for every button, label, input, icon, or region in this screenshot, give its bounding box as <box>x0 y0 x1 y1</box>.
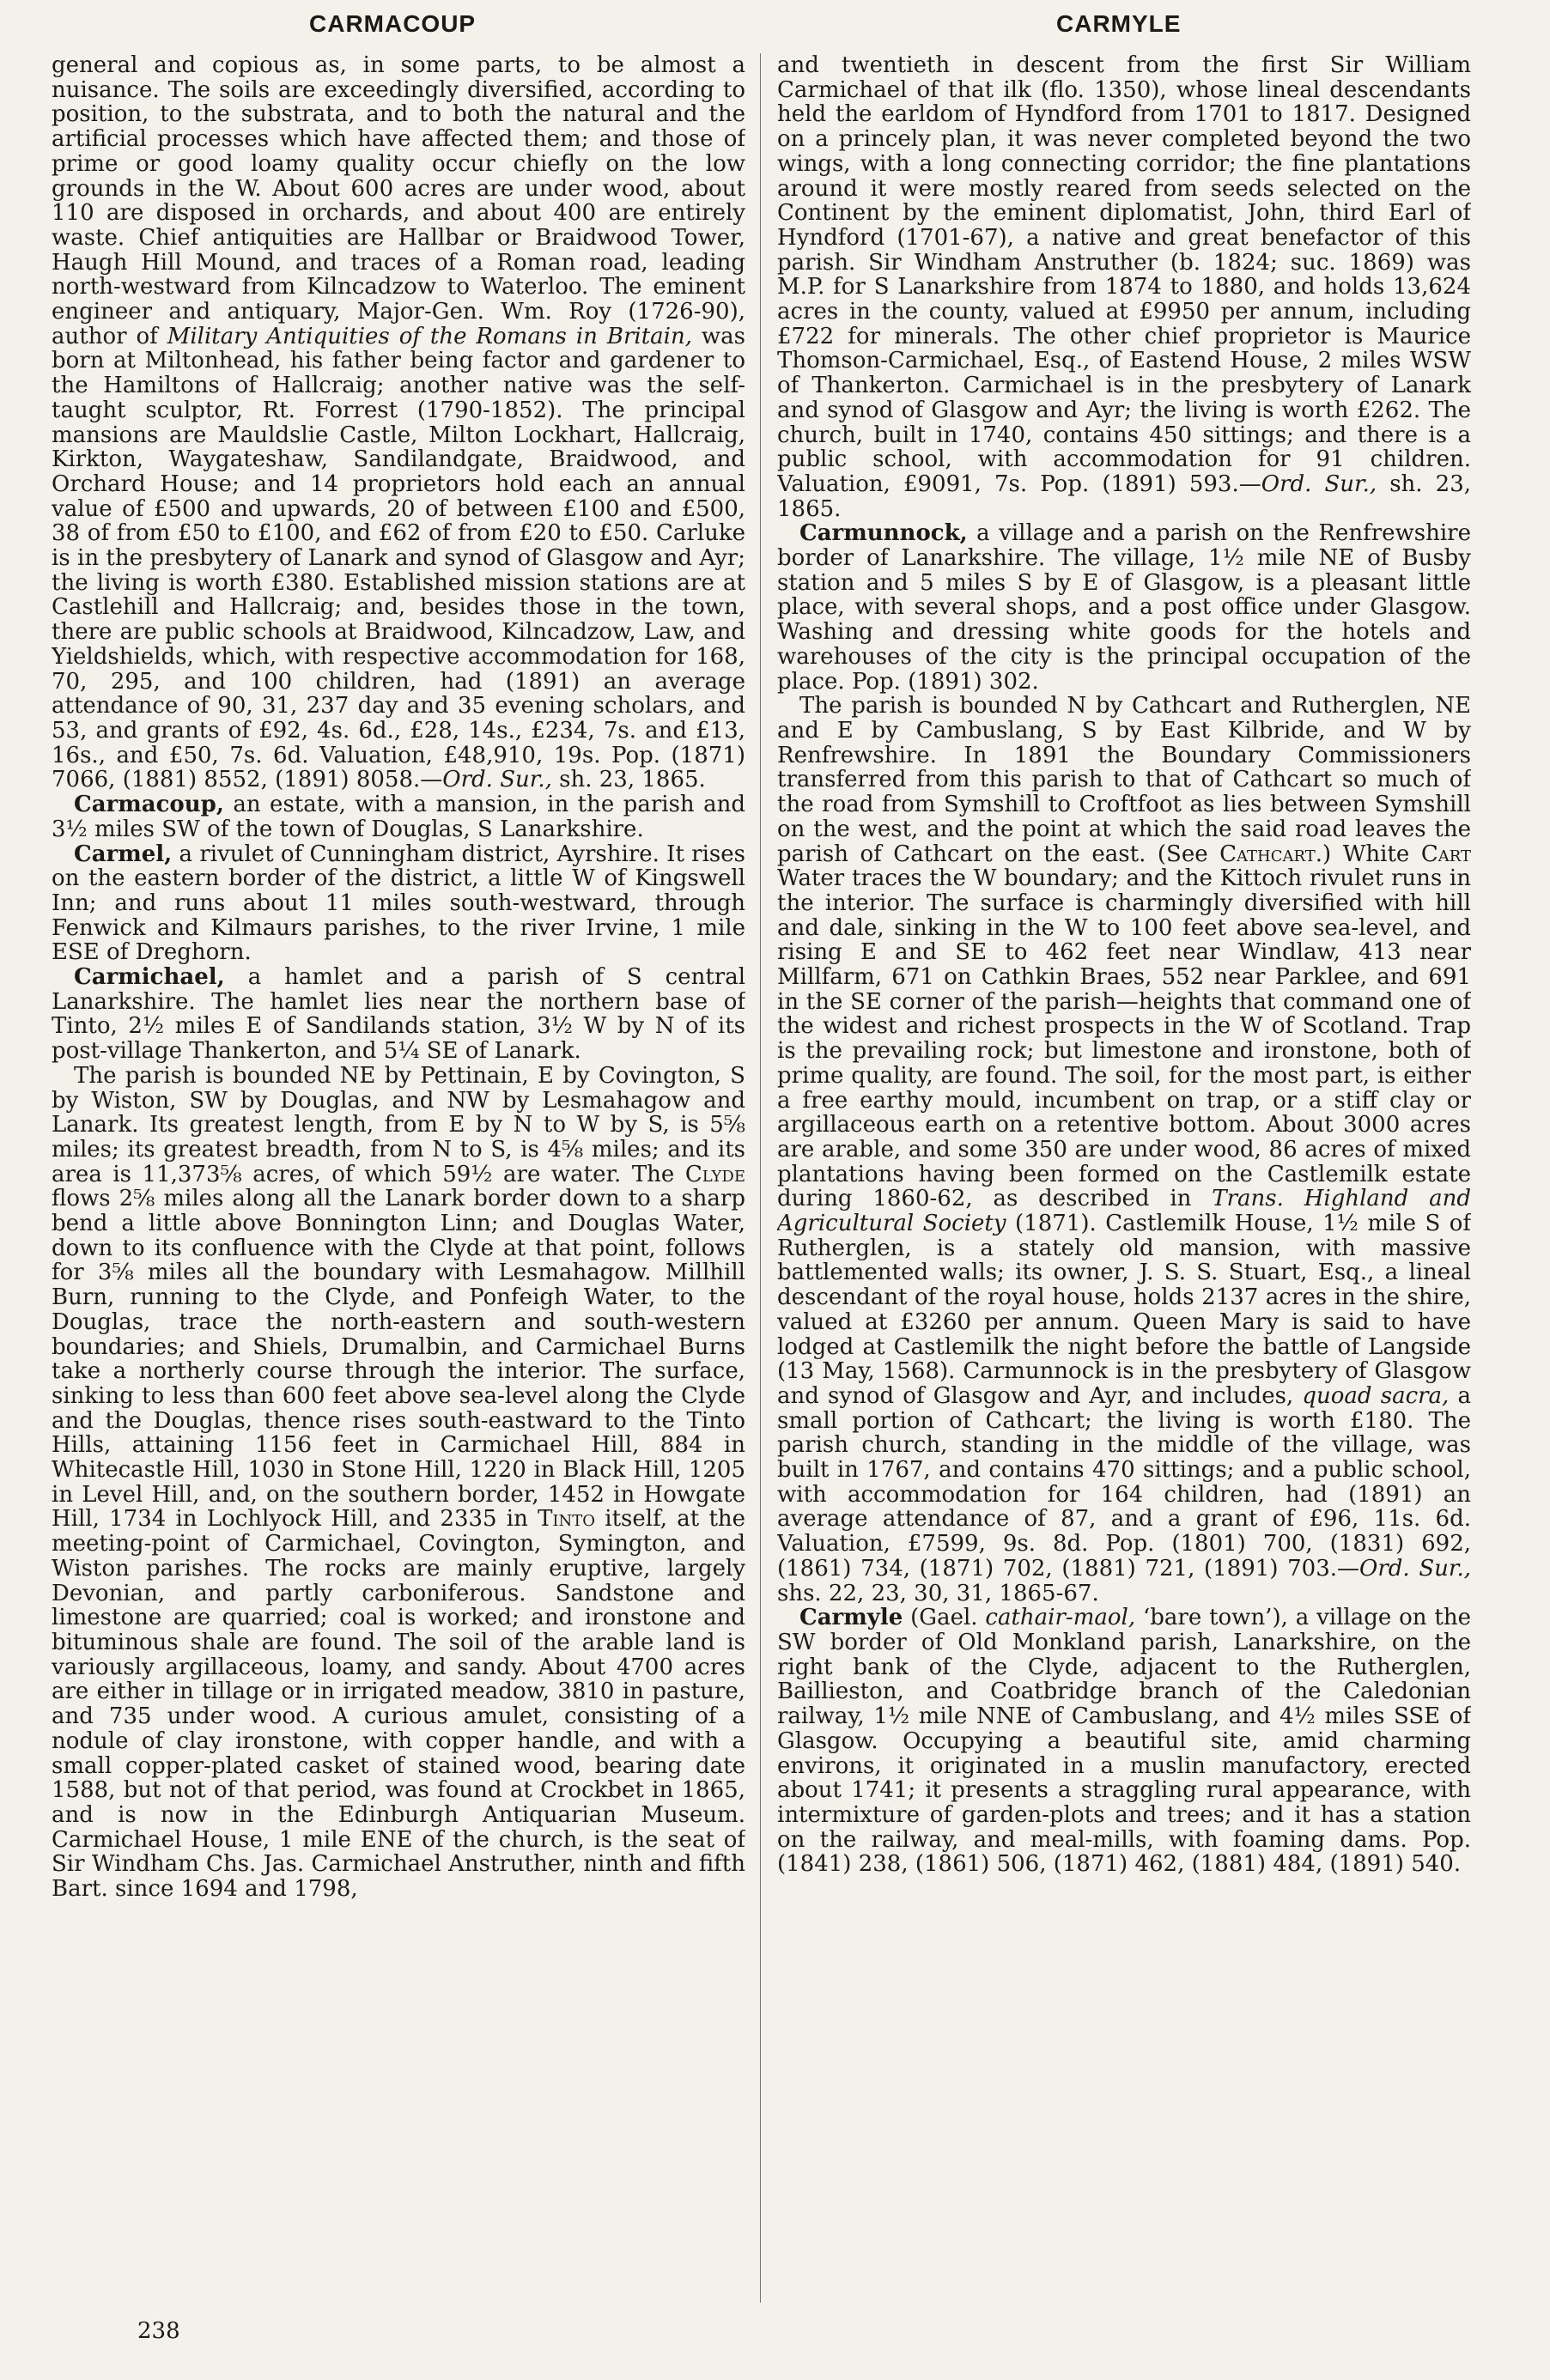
entry-term: Carmunnock, <box>799 520 968 547</box>
entry-term: Carmacoup, <box>74 792 224 818</box>
entry-carmichael: Carmichael, a hamlet and a parish of S central Lanarkshire. The hamlet lies near the northern base of Tinto, 2½ miles E of Sandilands station, 3½ W by N of its post-village Thankerton, and 5¼ SE of Lanark. <box>52 964 745 1065</box>
entry-carmacoup: Carmacoup, an estate, with a mansion, in the parish and 3½ miles SW of the town of Douglas, S Lanarkshire. <box>52 792 745 842</box>
entry-carmyle: Carmyle (Gael. cathair-maol, ‘bare town’), a village on the SW border of Old Monkland parish, Lanarkshire, on the right bank of the Clyde, adjacent to the Rutherglen, Baillieston, and Coatbridge branch of the Caledonian railway, 1½ mile NNE of Cambuslang, and 4½ miles SSE of Glasgow. Occupying a beautiful site, amid charming environs, it originated in a muslin manufactory, erected about 1741; it presents a straggling rural appearance, with intermixture of garden-plots and trees; and it has a station on the railway, and meal-mills, with foaming dams. Pop. (1841) 238, (1861) 506, (1871) 462, (1881) 484, (1891) 540. <box>777 1605 1471 1878</box>
column-divider <box>760 53 761 2303</box>
right-column <box>777 53 1471 2320</box>
paragraph-carmichael-continued: and twentieth in descent from the first Sir William Carmichael of that ilk (flo. 1350), whose lineal descendants held the earldom of Hyndford from 1701 to 1817. Designed on a princely plan, it was never completed beyond the two wings, with a long connecting corridor; the fine plantations around it were mostly reared from seeds selected on the Continent by the eminent diplomatist, John, third Earl of Hyndford (1701-67), a native and great benefactor of this parish. Sir Windham Anstruther (b. 1824; suc. 1869) was M.P. for S Lanarkshire from 1874 to 1880, and holds 13,624 acres in the county, valued at £9950 per annum, including £722 for minerals. The other chief proprietor is Maurice Thomson-Carmichael, Esq., of Eastend House, 2 miles WSW of Thankerton. Carmichael is in the presbytery of Lanark and synod of Glasgow and Ayr; the living is worth £262. The church, built in 1740, contains 450 sittings; and there is a public school, with accommodation for 91 children. Valuation, £9091, 7s. Pop. (1891) 593.—Ord. Sur., sh. 23, 1865. <box>777 53 1471 522</box>
paragraph-carmichael-parish: The parish is bounded NE by Pettinain, E by Covington, S by Wiston, SW by Douglas, and NW by Lesmahagow and Lanark. Its greatest length, from E by N to W by S, is 5⅝ miles; its greatest breadth, from N to S, is 4⅝ miles; and its area is 11,373⅝ acres, of which 59½ are water. The Clyde flows 2⅝ miles along all the Lanark border down to a sharp bend a little above Bonnington Linn; and Douglas Water, down to its confluence with the Clyde at that point, follows for 3⅝ miles all the boundary with Lesmahagow. Millhill Burn, running to the Clyde, and Ponfeigh Water, to the Douglas, trace the north-eastern and south-western boundaries; and Shiels, Drumalbin, and Carmichael Burns take a northerly course through the interior. The surface, sinking to less than 600 feet above sea-level along the Clyde and the Douglas, thence rises south-eastward to the Tinto Hills, attaining 1156 feet in Carmichael Hill, 884 in Whitecastle Hill, 1030 in Stone Hill, 1220 in Black Hill, 1205 in Level Hill, and, on the southern border, 1452 in Howgate Hill, 1734 in Lochlyock Hill, and 2335 in Tinto itself, at the meeting-point of Carmichael, Covington, Symington, and Wiston parishes. The rocks are mainly eruptive, largely Devonian, and partly carboniferous. Sandstone and limestone are quarried; coal is worked; and ironstone and bituminous shale are found. The soil of the arable land is variously argillaceous, loamy, and sandy. About 4700 acres are either in tillage or in irrigated meadow, 3810 in pasture, and 735 under wood. A curious amulet, consisting of a nodule of clay ironstone, with copper handle, and with a small copper-plated casket of stained wood, bearing date 1588, but not of that period, was found at Crockbet in 1865, and is now in the Edinburgh Antiquarian Museum. Carmichael House, 1 mile ENE of the church, is the seat of Sir Windham Chs. Jas. Carmichael Anstruther, ninth and fifth Bart. since 1694 and 1798, <box>52 1062 745 1903</box>
left-column <box>52 53 745 2320</box>
entry-term: Carmel, <box>74 841 173 867</box>
entry-carmunnock: Carmunnock, a village and a parish on the Renfrewshire border of Lanarkshire. The village, 1½ mile NE of Busby station and 5 miles S by E of Glasgow, is a pleasant little place, with several shops, and a post office under Glasgow. Washing and dressing white goods for the hotels and warehouses of the city is the principal occupation of the place. Pop. (1891) 302. <box>777 520 1471 695</box>
paragraph-carmunnock-parish: The parish is bounded N by Cathcart and Rutherglen, NE and E by Cambuslang, S by East Kilbride, and W by Renfrewshire. In 1891 the Boundary Commissioners transferred from this parish to that of Cathcart so much of the road from Symshill to Croftfoot as lies between Symshill on the west, and the point at which the said road leaves the parish of Cathcart on the east. (See Cathcart.) White Cart Water traces the W boundary; and the Kittoch rivulet runs in the interior. The surface is charmingly diversified with hill and dale, sinking in the W to 100 feet above sea-level, and rising E and SE to 462 feet near Windlaw, 413 near Millfarm, 671 on Cathkin Braes, 552 near Parklee, and 691 in the SE corner of the parish—heights that command one of the widest and richest prospects in the W of Scotland. Trap is the prevailing rock; but limestone and ironstone, both of prime quality, are found. The soil, for the most part, is either a free earthy mould, incumbent on trap, or a stiff clay or argillaceous earth on a retentive bottom. About 3000 acres are arable, and some 350 are under wood, 86 acres of mixed plantations having been formed on the Castlemilk estate during 1860-62, as described in Trans. Highland and Agricultural Society (1871). Castlemilk House, 1½ mile S of Rutherglen, is a stately old mansion, with massive battlemented walls; its owner, J. S. S. Stuart, Esq., a lineal descendant of the royal house, holds 2137 acres in the shire, valued at £3260 per annum. Queen Mary is said to have lodged at Castlemilk the night before the battle of Langside (13 May, 1568). Carmunnock is in the presbytery of Glasgow and synod of Glasgow and Ayr, and includes, quoad sacra, a small portion of Cathcart; the living is worth £180. The parish church, standing in the middle of the village, was built in 1767, and contains 470 sittings; and a public school, with accommodation for 164 children, had (1891) an average attendance of 87, and a grant of £96, 11s. 6d. Valuation, £7599, 9s. 8d. Pop. (1801) 700, (1831) 692, (1861) 734, (1871) 702, (1881) 721, (1891) 703.—Ord. Sur., shs. 22, 23, 30, 31, 1865-67. <box>777 693 1471 1606</box>
header-right-title: CARMYLE <box>1056 10 1182 37</box>
header-left-title: CARMACOUP <box>309 10 477 37</box>
page-number: 238 <box>137 2318 180 2344</box>
paragraph-carluke-continued: general and copious as, in some parts, to be almost a nuisance. The soils are exceedingly diversified, according to position, to the substrata, and to both the natural and the artificial processes which have affected them; and those of prime or good loamy quality occur chiefly on the low grounds in the W. About 600 acres are under wood, about 110 are disposed in orchards, and about 400 are entirely waste. Chief antiquities are Hallbar or Braidwood Tower, Haugh Hill Mound, and traces of a Roman road, leading north-westward from Kilncadzow to Waterloo. The eminent engineer and antiquary, Major-Gen. Wm. Roy (1726-90), author of Military Antiquities of the Romans in Britain, was born at Miltonhead, his father being factor and gardener to the Hamiltons of Hallcraig; another native was the self-taught sculptor, Rt. Forrest (1790-1852). The principal mansions are Mauldslie Castle, Milton Lockhart, Hallcraig, Kirkton, Waygateshaw, Sandilandgate, Braidwood, and Orchard House; and 14 proprietors hold each an annual value of £500 and upwards, 20 of between £100 and £500, 38 of from £50 to £100, and £62 of from £20 to £50. Carluke is in the presbytery of Lanark and synod of Glasgow and Ayr; the living is worth £380. Established mission stations are at Castlehill and Hallcraig; and, besides those in the town, there are public schools at Braidwood, Kilncadzow, Law, and Yieldshields, which, with respective accommodation for 168, 70, 295, and 100 children, had (1891) an average attendance of 90, 31, 237 day and 35 evening scholars, and 53, and grants of £92, 4s. 6d., £28, 14s., £234, 7s. and £13, 16s., and £50, 7s. 6d. Valuation, £48,910, 19s. Pop. (1871) 7066, (1881) 8552, (1891) 8058.—Ord. Sur., sh. 23, 1865. <box>52 53 745 793</box>
running-header <box>0 9 1550 43</box>
entry-carmel: Carmel, a rivulet of Cunningham district, Ayrshire. It rises on the eastern border of the district, a little W of Kingswell Inn; and runs about 11 miles south-westward, through Fenwick and Kilmaurs parishes, to the river Irvine, 1 mile ESE of Dreghorn. <box>52 841 745 966</box>
entry-term: Carmichael, <box>74 964 225 991</box>
entry-term: Carmyle <box>799 1605 903 1631</box>
